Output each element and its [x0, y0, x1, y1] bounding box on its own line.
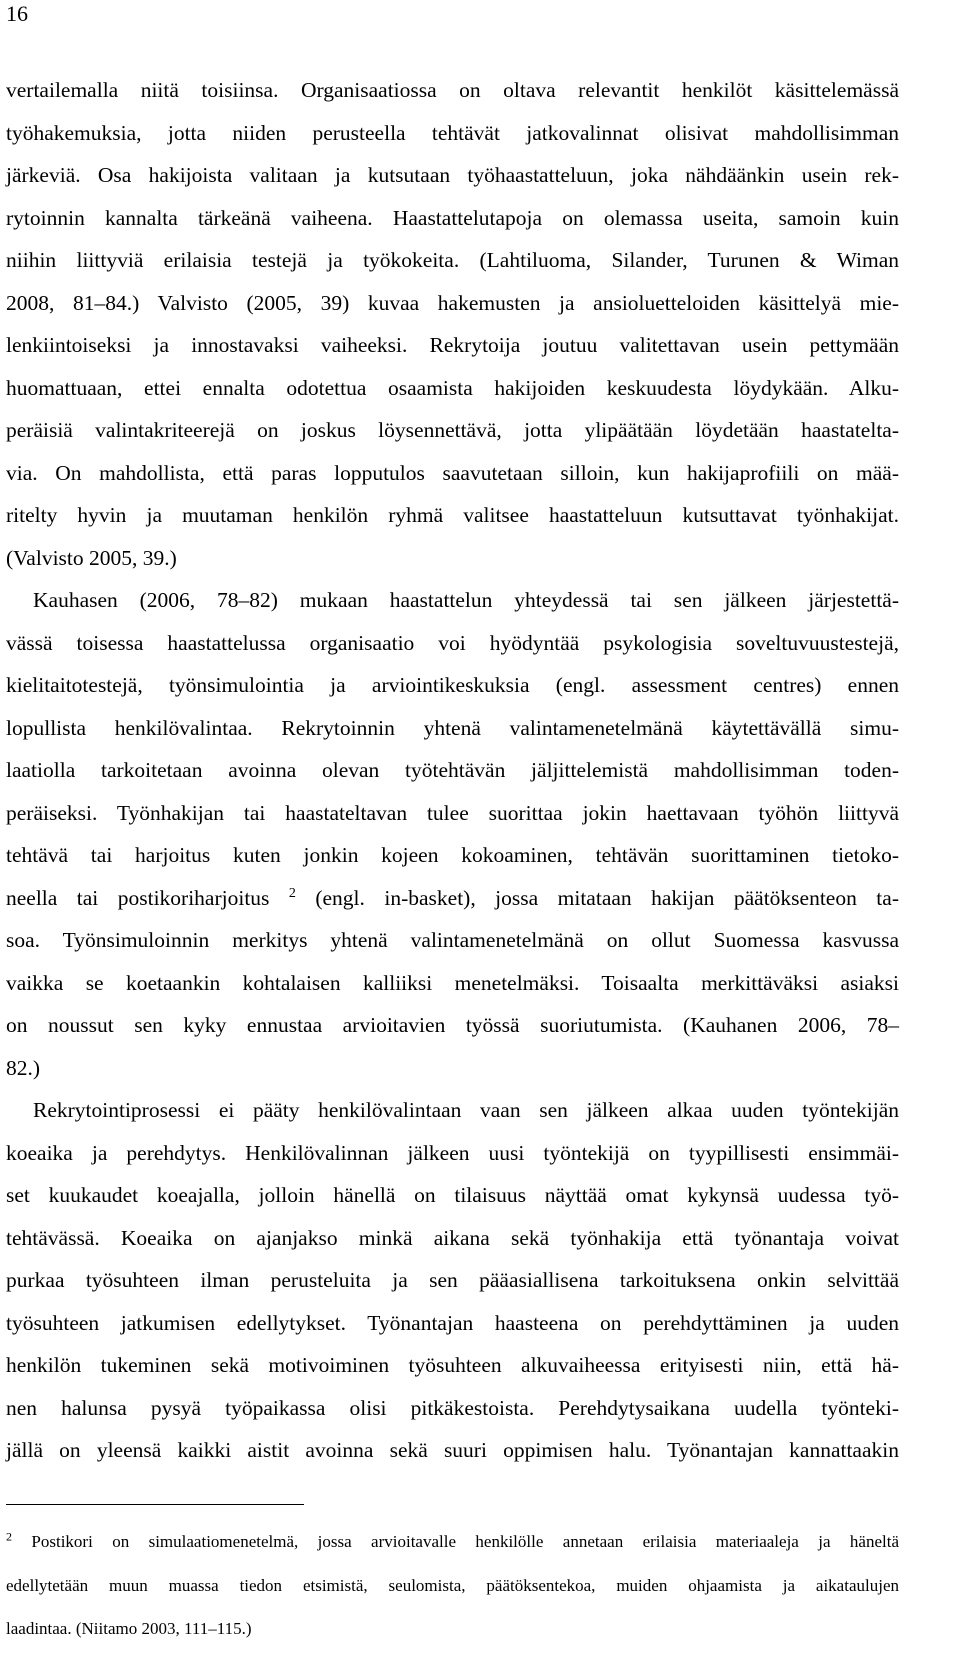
footnote-text: laadintaa. (Niitamo 2003, 111–115.) — [6, 1619, 252, 1638]
footnote — [6, 1524, 899, 1655]
paragraph — [6, 69, 899, 579]
footnote-reference: 2 — [288, 885, 296, 901]
text-line: vaikka se koetaankin kohtalaisen kalliiksi menetelmäksi. Toisaalta merkittäväksi asiaksi — [6, 970, 899, 995]
text-line: peräiseksi. Työnhakijan tai haastateltavan tulee suorittaa jokin haettavaan työhön liittyvä — [6, 800, 899, 825]
text-line: set kuukaudet koeajalla, jolloin hänellä on tilaisuus näyttää omat kykynsä uudessa työ- — [6, 1183, 899, 1207]
text-segment: neella tai postikoriharjoitus — [6, 885, 289, 910]
footnote-text: edellytetään muun muassa tiedon etsimistä, seulomista, päätöksentekoa, muiden ohjaamista ja aikataulujen — [6, 1575, 899, 1595]
footnote-line — [6, 1568, 899, 1612]
text-line: lenkiintoiseksi ja innostavaksi vaiheeksi. Rekrytoija joutuu valitettavan usein pettymään — [6, 333, 899, 357]
text-line: niihin liittyviä erilaisia testejä ja työkokeita. (Lahtiluoma, Silander, Turunen & Wiman — [6, 248, 899, 272]
text-line: ritelty hyvin ja muutaman henkilön ryhmä valitsee haastatteluun kutsuttavat työnhakijat. — [6, 503, 899, 527]
text-line: 82.) — [6, 1055, 41, 1080]
text-line: koeaika ja perehdytys. Henkilövalinnan jälkeen uusi työntekijä on tyypillisesti ensimmäi- — [6, 1140, 899, 1165]
text-line: lopullista henkilövalintaa. Rekrytoinnin yhtenä valintamenetelmänä käytettävällä simu- — [6, 715, 899, 740]
text-line: Kauhasen (2006, 78–82) mukaan haastattelun yhteydessä tai sen jälkeen järjestettä- — [33, 588, 899, 612]
text-line: työsuhteen jatkumisen edellytykset. Työnantajan haasteena on perehdyttäminen ja uuden — [6, 1310, 899, 1335]
text-line — [6, 877, 899, 920]
text-line: (Valvisto 2005, 39.) — [6, 545, 177, 570]
footnote-mark: 2 — [6, 1529, 12, 1544]
text-line: jällä on yleensä kaikki aistit avoinna sekä suuri oppimisen halu. Työnantajan kannattaakin — [6, 1438, 899, 1462]
text-line: 2008, 81–84.) Valvisto (2005, 39) kuvaa hakemusten ja ansioluetteloiden käsittelyä mie- — [6, 290, 899, 315]
text-line: soa. Työnsimuloinnin merkitys yhtenä valintamenetelmänä on ollut Suomessa kasvussa — [6, 928, 899, 952]
text-line: nen halunsa pysyä työpaikassa olisi pitkäkestoista. Perehdytysaikana uudella työnteki- — [6, 1395, 899, 1420]
text-line: järkeviä. Osa hakijoista valitaan ja kutsutaan työhaastatteluun, joka nähdäänkin usein rek- — [6, 163, 899, 187]
footnote-line — [6, 1611, 899, 1655]
text-line: on noussut sen kyky ennustaa arvioitavien työssä suoriutumista. (Kauhanen 2006, 78– — [6, 1013, 899, 1037]
text-line: henkilön tukeminen sekä motivoiminen työsuhteen alkuvaiheessa erityisesti niin, että hä- — [6, 1353, 899, 1377]
text-line: työhakemuksia, jotta niiden perusteella tehtävät jatkovalinnat olisivat mahdollisimman — [6, 120, 899, 145]
text-line: vässä toisessa haastattelussa organisaatio voi hyödyntää psykologisia soveltuvuustestejä, — [6, 630, 899, 655]
text-line: vertailemalla niitä toisiinsa. Organisaatiossa on oltava relevantit henkilöt käsittelemässä — [6, 78, 899, 102]
text-line: Rekrytointiprosessi ei pääty henkilövalintaan vaan sen jälkeen alkaa uuden työntekijän — [33, 1098, 899, 1122]
text-line: via. On mahdollista, että paras lopputulos saavutetaan silloin, kun hakijaprofiili on mää- — [6, 460, 899, 485]
footnote-text: Postikori on simulaatiomenetelmä, jossa arvioitavalle henkilölle annetaan erilaisia materiaaleja ja häneltä — [12, 1532, 899, 1551]
text-line: peräisiä valintakriteerejä on joskus löysennettävä, jotta ylipäätään löydetään haastateltа- — [6, 418, 899, 442]
text-line: tehtävä tai harjoitus kuten jonkin kojeen kokoaminen, tehtävän suorittaminen tietoko- — [6, 843, 899, 867]
body-text — [6, 69, 899, 1472]
text-line: huomattuaan, ettei ennalta odotettua osaamista hakijoiden keskuudesta löydykään. Alku- — [6, 375, 899, 400]
text-line: laatiolla tarkoitetaan avoinna olevan työtehtävän jäljittelemistä mahdollisimman toden- — [6, 758, 899, 782]
text-line: purkaa työsuhteen ilman perusteluita ja sen pääasiallisena tarkoituksena onkin selvittää — [6, 1268, 899, 1292]
footnote-line — [6, 1524, 899, 1568]
text-line: kielitaitotestejä, työnsimulointia ja arviointikeskuksia (engl. assessment centres) ennen — [6, 673, 899, 697]
paragraph — [6, 579, 899, 1089]
text-line: rytoinnin kannalta tärkeänä vaiheena. Haastattelutapoja on olemassa useita, samoin kuin — [6, 205, 899, 230]
text-line: tehtävässä. Koeaika on ajanjakso minkä aikana sekä työnhakija että työnantaja voivat — [6, 1225, 899, 1250]
footnote-separator — [6, 1504, 304, 1505]
paragraph — [6, 1089, 899, 1472]
text-segment: (engl. in-basket), jossa mitataan hakijan päätöksenteon ta- — [295, 885, 899, 910]
page-number: 16 — [6, 1, 28, 26]
